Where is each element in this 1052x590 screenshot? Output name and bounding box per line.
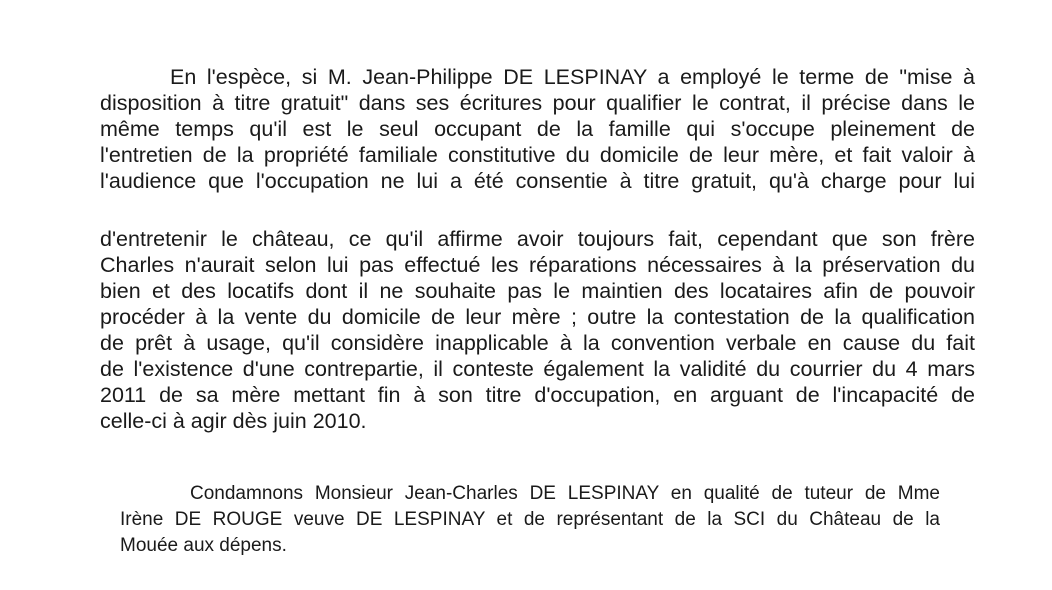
- paragraph-2-line-3: bien et des locatifs dont il ne souhaite pas le maintien des locataires afin de pouvoir: [100, 279, 975, 303]
- paragraph-1-line-1: En l'espèce, si M. Jean-Philippe DE LESPINAY a employé le terme de "mise à: [170, 65, 975, 89]
- paragraph-3-line-3: Mouée aux dépens.: [120, 535, 287, 556]
- paragraph-2-line-1: d'entretenir le château, ce qu'il affirme avoir toujours fait, cependant que son frère: [100, 227, 975, 251]
- paragraph-2-line-8: celle-ci à agir dès juin 2010.: [100, 409, 367, 433]
- paragraph-2-line-7: 2011 de sa mère mettant fin à son titre d'occupation, en arguant de l'incapacité de: [100, 383, 975, 407]
- paragraph-2-line-4: procéder à la vente du domicile de leur mère ; outre la contestation de la qualification: [100, 305, 975, 329]
- paragraph-1-line-3: même temps qu'il est le seul occupant de la famille qui s'occupe pleinement de: [100, 117, 975, 141]
- paragraph-2-line-2: Charles n'aurait selon lui pas effectué les réparations nécessaires à la préservation du: [100, 253, 975, 277]
- paragraph-1-line-4: l'entretien de la propriété familiale constitutive du domicile de leur mère, et fait valoir à: [100, 143, 975, 167]
- paragraph-1-line-5: l'audience que l'occupation ne lui a été consentie à titre gratuit, qu'à charge pour lui: [100, 169, 975, 193]
- paragraph-2-line-6: de l'existence d'une contrepartie, il conteste également la validité du courrier du 4 mars: [100, 357, 975, 381]
- paragraph-1-line-2: disposition à titre gratuit" dans ses écritures pour qualifier le contrat, il précise dans le: [100, 91, 975, 115]
- paragraph-2-line-5: de prêt à usage, qu'il considère inapplicable à la convention verbale en cause du fait: [100, 331, 975, 355]
- paragraph-3-line-1: Condamnons Monsieur Jean-Charles DE LESPINAY en qualité de tuteur de Mme: [190, 483, 940, 504]
- paragraph-3-line-2: Irène DE ROUGE veuve DE LESPINAY et de représentant de la SCI du Château de la: [120, 509, 940, 530]
